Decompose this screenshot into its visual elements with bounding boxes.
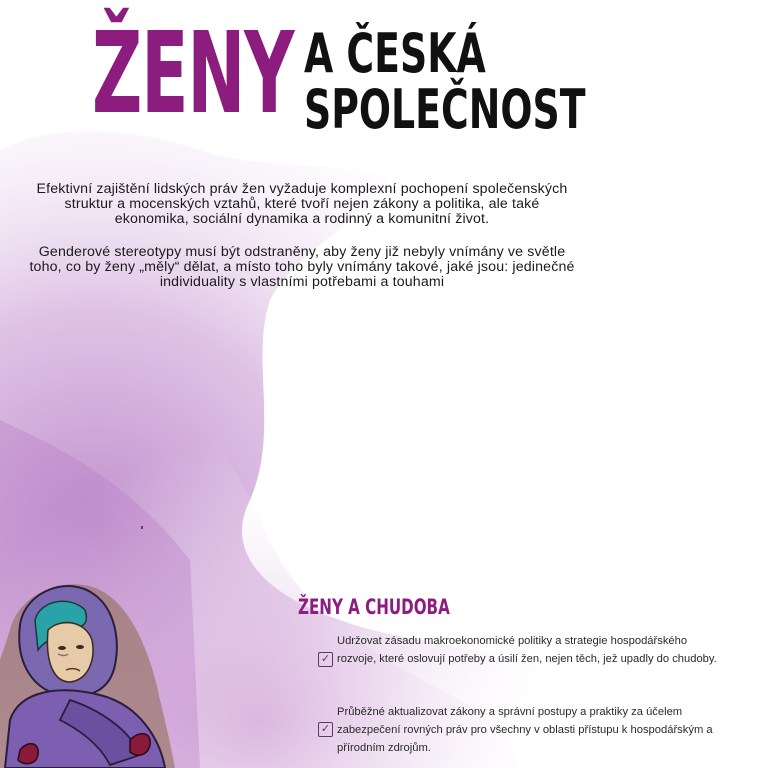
paint-speck	[141, 526, 143, 529]
intro-paragraph-1: Efektivní zajištění lidských práv žen vyžaduje komplexní pochopení společenských struktur a mocenských vztahů, které tvoří nejen zákony a politika, ale také ekonomika, sociální dynamika a rodinný a komunitní život.	[36, 181, 568, 227]
checkbox-checked-icon: ✓	[318, 722, 333, 737]
checkbox-checked-icon: ✓	[318, 652, 333, 667]
list-item-text: Udržovat zásadu makroekonomické politiky a strategie hospodářského rozvoje, které oslovují potřeby a úsilí žen, nejen těch, jež upadly do chudoby.	[337, 635, 717, 665]
list-item-text: Průběžné aktualizovat zákony a správní postupy a praktiky za účelem zabezpečení rovných práv pro všechny v oblasti přístupu k hospodářským a přírodním zdrojům.	[337, 706, 713, 754]
title-subtitle	[304, 22, 586, 141]
title-line-1: A ČESKÁ	[304, 22, 486, 85]
title-line-2: SPOLEČNOST	[304, 78, 586, 141]
title-main: ŽENY	[92, 9, 294, 139]
cold-woman-illustration	[0, 570, 190, 768]
section-heading: ŽENY A CHUDOBA	[298, 595, 450, 619]
intro-text	[26, 182, 578, 308]
intro-paragraph-2: Genderové stereotypy musí být odstraněny, aby ženy již nebyly vnímány ve světle toho, co by ženy „měly“ dělat, a místo toho byly vnímány takové, jaké jsou: jedinečné individuality s vlastními potřebami a touhami	[29, 244, 575, 290]
